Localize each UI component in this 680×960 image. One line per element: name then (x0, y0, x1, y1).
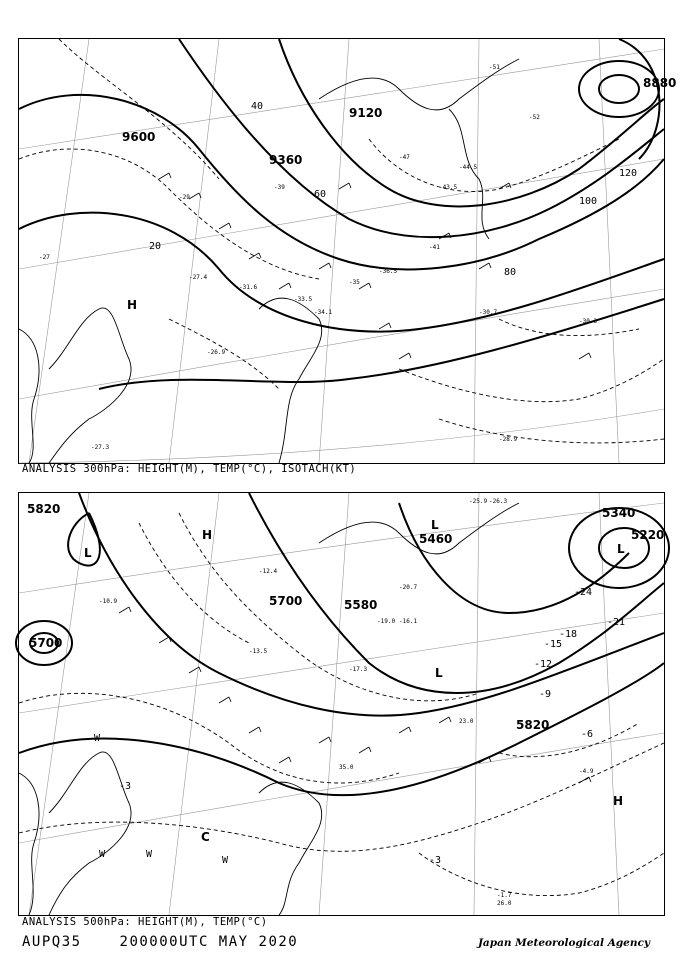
map-500hpa (18, 492, 665, 916)
isotach-label: 120 (619, 168, 638, 179)
temp-label: -34.1 (314, 309, 333, 316)
caption-300hpa: ANALYSIS 300hPa: HEIGHT(M), TEMP(°C), ISOTACH(KT) (22, 463, 357, 475)
temp-label: -36.5 (379, 268, 398, 275)
chart-footer (22, 934, 326, 950)
temp-label: -17.3 (349, 666, 368, 673)
height-label: 5220 (631, 528, 665, 542)
high-pressure-center: H (613, 794, 624, 808)
map-500hpa-canvas (19, 493, 664, 915)
temp-label: -16.1 (399, 618, 418, 625)
temp-label: -26.9 (207, 349, 226, 356)
map-300hpa (18, 38, 677, 464)
temp-contour-label: -24 (574, 587, 593, 598)
temp-contour-label: -6 (581, 729, 594, 740)
height-label: 5340 (602, 506, 636, 520)
temp-contour-label: -21 (607, 617, 626, 628)
temp-label: -19.0 (377, 618, 396, 625)
temp-contour-label: -3 (119, 781, 132, 792)
height-label: 5700 (269, 594, 303, 608)
temp-label: -4.9 (579, 768, 594, 775)
temp-label: -27 (39, 254, 50, 261)
temp-label: -28.9 (499, 436, 518, 443)
temp-label: -30.3 (579, 318, 598, 325)
warm-mark: W (146, 849, 153, 860)
caption-500hpa: ANALYSIS 500hPa: HEIGHT(M), TEMP(°C) (22, 916, 268, 928)
high-pressure-center: H (202, 528, 213, 542)
temp-contour-label: -3 (429, 855, 442, 866)
high-pressure-center: H (127, 298, 138, 312)
height-label: 5820 (27, 502, 61, 516)
temp-label: -13.5 (249, 648, 268, 655)
valid-time: 200000UTC MAY 2020 (119, 934, 299, 950)
low-pressure-center: L (617, 542, 625, 556)
height-label: 5460 (419, 532, 453, 546)
temp-label: 35.0 (339, 764, 354, 771)
warm-mark: W (94, 733, 101, 744)
height-contours (16, 493, 669, 795)
temp-label: -33.5 (294, 296, 313, 303)
temp-label: -41 (429, 244, 440, 251)
chart-code: AUPQ35 (22, 934, 82, 950)
height-label: 9600 (122, 130, 156, 144)
cold-center: C (201, 830, 210, 844)
agency-name: Japan Meteorological Agency (477, 937, 650, 949)
isotach-label: 20 (149, 241, 162, 252)
isotach-label: 40 (251, 101, 264, 112)
temp-contour-label: -9 (539, 689, 552, 700)
temp-label: -29 (179, 194, 190, 201)
temp-label: -26.3 (489, 498, 508, 505)
height-label: 9120 (349, 106, 383, 120)
temp-label: -52 (529, 114, 540, 121)
temp-label: -27.4 (189, 274, 208, 281)
height-label: 9360 (269, 153, 303, 167)
temp-label: 23.0 (459, 718, 474, 725)
temp-label: -20.7 (399, 584, 418, 591)
temp-label: -35 (349, 279, 360, 286)
warm-mark: W (99, 849, 106, 860)
temp-label: -10.9 (99, 598, 118, 605)
temp-label: -30.7 (479, 309, 498, 316)
temp-label: -25.9 (469, 498, 488, 505)
temp-label: -1.7 (497, 892, 512, 899)
height-label: 5820 (516, 718, 550, 732)
isotach-label: 100 (579, 196, 598, 207)
warm-mark: W (222, 855, 229, 866)
coastline (19, 59, 519, 463)
height-contours (19, 39, 664, 389)
isotach-label: 60 (314, 189, 327, 200)
temp-label: -51 (489, 64, 500, 71)
temp-label: -43.5 (439, 184, 458, 191)
isotach-label: 80 (504, 267, 517, 278)
temp-contour-label: -15 (544, 639, 563, 650)
map-300hpa-canvas (19, 39, 677, 463)
temp-label: -39 (274, 184, 285, 191)
low-pressure-center: L (435, 666, 443, 680)
temp-contour-label: -18 (559, 629, 578, 640)
temp-label: 26.0 (497, 900, 512, 907)
low-pressure-center: L (431, 518, 439, 532)
temp-contour-label: -12 (534, 659, 553, 670)
temp-label: -44.5 (459, 164, 478, 171)
height-label: 5700 (29, 636, 63, 650)
temp-label: -27.3 (91, 444, 110, 451)
low-pressure-center: L (84, 546, 92, 560)
temp-label: -12.4 (259, 568, 278, 575)
temp-label: -31.6 (239, 284, 258, 291)
height-label: 8880 (643, 76, 677, 90)
height-label: 5580 (344, 598, 378, 612)
temp-label: -47 (399, 154, 410, 161)
